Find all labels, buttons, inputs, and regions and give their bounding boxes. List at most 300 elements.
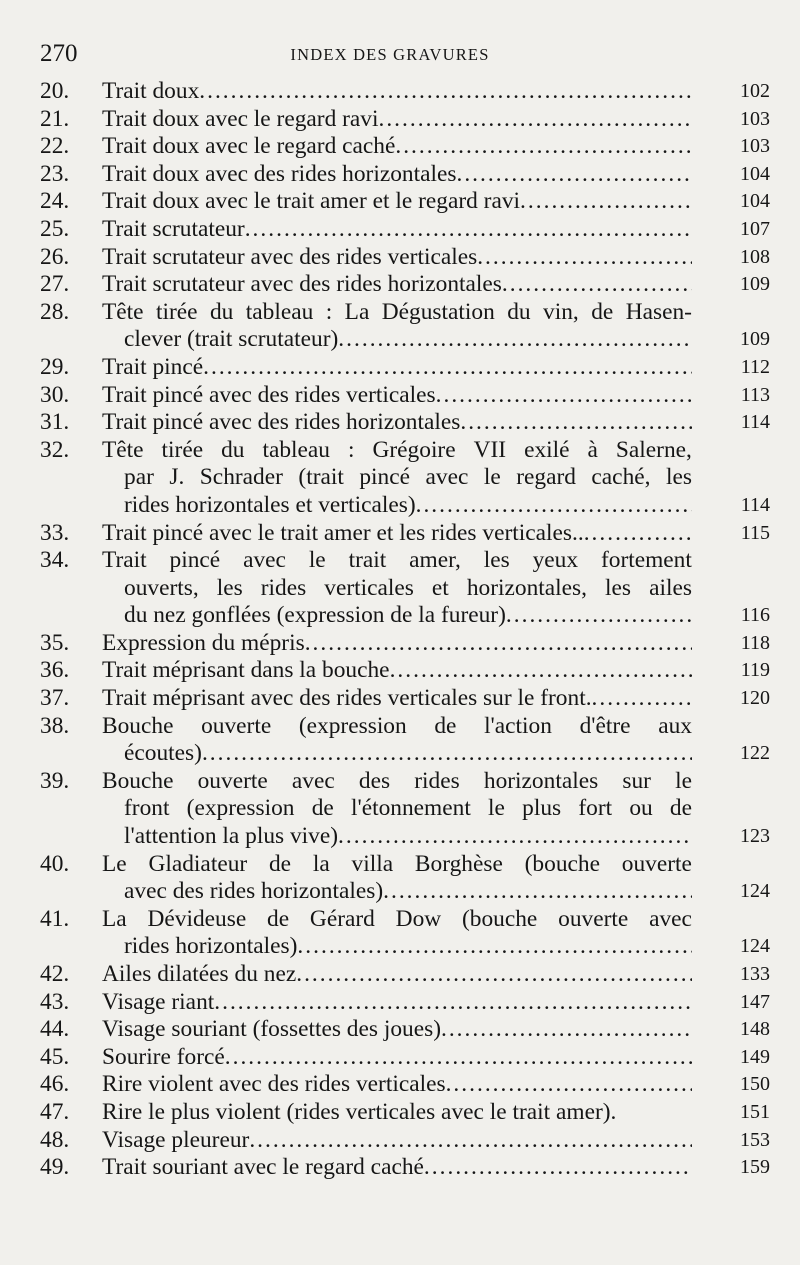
index-entry [40, 78, 770, 106]
entry-number: 44. [40, 1016, 70, 1043]
index-entry [40, 989, 770, 1017]
entry-line-text: Trait pincé avec des rides horizontales [102, 409, 461, 436]
index-entry [40, 713, 770, 768]
entry-word: Dégustation [381, 298, 495, 325]
entry-line [102, 409, 692, 437]
entry-line-text: Trait pincé avec des rides verticales [102, 381, 436, 408]
entry-word: du [221, 436, 245, 463]
entry-number: 37. [40, 685, 70, 712]
entry-text [102, 437, 692, 520]
entry-page-number: 104 [740, 162, 770, 185]
entry-line-text: Trait scrutateur avec des rides verticales [102, 243, 478, 270]
entry-line-text: Trait doux avec le regard caché [102, 133, 396, 160]
entry-text [102, 1016, 692, 1044]
index-entry [40, 354, 770, 382]
index-entry [40, 271, 770, 299]
entry-line-text: rides horizontales et verticales) [124, 491, 416, 518]
dot-leader [477, 244, 692, 272]
entry-number: 33. [40, 519, 70, 546]
entry-text [102, 271, 692, 299]
entry-number: 24. [40, 188, 70, 215]
entry-number: 32. [40, 436, 70, 463]
entry-line [102, 271, 692, 299]
entry-word: villa [351, 850, 394, 877]
entry-text [102, 1127, 692, 1155]
dot-leader [249, 1127, 692, 1155]
entry-line [102, 823, 692, 851]
entry-word: vin, [543, 298, 579, 325]
entry-text [102, 630, 692, 658]
entry-text [102, 1154, 692, 1182]
dot-leader [296, 961, 692, 989]
entry-line [102, 78, 692, 106]
entry-page-number: 122 [740, 742, 770, 765]
entry-word: trait [348, 547, 387, 574]
entry-word: sur [622, 767, 651, 794]
entry-page-number: 113 [740, 383, 770, 406]
entry-word: : [325, 298, 333, 325]
index-entry [40, 244, 770, 272]
entry-number: 45. [40, 1043, 70, 1070]
index-entry [40, 520, 770, 548]
entry-page-number: 147 [740, 990, 770, 1013]
dot-leader [383, 878, 692, 906]
entry-line [102, 851, 692, 879]
entry-page-number: 109 [740, 273, 770, 296]
entry-page-number: 102 [740, 80, 770, 102]
entry-word: les [605, 574, 632, 601]
index-entry [40, 851, 770, 906]
dot-leader [502, 271, 692, 299]
entry-word: et [431, 574, 449, 601]
entry-line [102, 106, 692, 134]
index-entry [40, 409, 770, 437]
entry-word: (trait [298, 464, 344, 491]
page-number: 270 [40, 40, 78, 67]
entry-line-text: Sourire forcé [102, 1043, 225, 1070]
entry-number: 26. [40, 243, 70, 270]
entry-word: Trait [102, 547, 147, 574]
entry-text [102, 713, 692, 768]
entry-word: la [312, 850, 330, 877]
dot-leader [378, 106, 692, 134]
index-entry [40, 299, 770, 354]
entry-word: Tête [102, 298, 144, 325]
entry-number: 38. [40, 712, 70, 739]
entry-line-text: Trait méprisant avec des rides verticales sur le front. [102, 685, 592, 712]
entry-text [102, 685, 692, 713]
entry-line-text: Expression du mépris [102, 629, 305, 656]
entry-line-text: Trait pincé [102, 353, 204, 380]
entry-line-text: avec des rides horizontales) [124, 878, 384, 905]
entry-line [102, 492, 692, 520]
entry-word: fort [578, 795, 613, 822]
index-entry [40, 630, 770, 658]
entry-word: de [268, 850, 292, 877]
index-entry [40, 1127, 770, 1155]
dot-leader [297, 933, 692, 961]
entry-word: tirée [155, 298, 198, 325]
entry-page-number: 118 [740, 631, 770, 654]
entry-line [102, 906, 692, 934]
entry-page-number: 153 [740, 1128, 770, 1151]
entry-word: La [102, 905, 127, 932]
entry-line [102, 547, 692, 575]
index-entry [40, 161, 770, 189]
entry-word: avec [243, 547, 286, 574]
entry-number: 31. [40, 409, 70, 436]
entry-word: l'action [484, 712, 552, 739]
entry-word: du [507, 298, 531, 325]
entry-page-number: 112 [740, 355, 770, 378]
entry-line-text: Trait doux [102, 78, 200, 104]
entry-number: 47. [40, 1098, 70, 1125]
dot-leader [214, 989, 692, 1017]
entry-word: le [308, 547, 326, 574]
entry-word: ou [629, 795, 653, 822]
entry-line-text: Ailes dilatées du nez [102, 961, 297, 987]
entry-word: de [591, 298, 614, 325]
entry-word: du [209, 298, 234, 325]
entry-word: de [311, 795, 334, 822]
index-entry [40, 685, 770, 713]
entry-word: avec [649, 905, 692, 932]
entry-word: à [587, 436, 598, 463]
entry-word: le [675, 767, 692, 794]
entry-word: verticales [324, 574, 414, 601]
entry-word: yeux [532, 547, 579, 574]
entry-line-text: rides horizontales) [124, 933, 298, 960]
dot-leader [202, 740, 692, 768]
entry-text [102, 520, 692, 548]
entry-word: pincé [169, 547, 221, 574]
entry-page-number: 108 [740, 245, 770, 268]
entry-text [102, 409, 692, 437]
entry-line-text: Trait méprisant dans la bouche [102, 657, 390, 684]
page-header [40, 40, 740, 70]
entry-page-number: 124 [740, 935, 770, 958]
dot-leader [584, 520, 692, 548]
entry-page-number: 109 [740, 328, 770, 351]
entry-text [102, 133, 692, 161]
index-entry [40, 657, 770, 685]
entry-line-text: Trait doux avec des rides horizontales [102, 160, 457, 187]
entry-line-text: Visage souriant (fossettes des joues) [102, 1016, 441, 1043]
entry-word: aux [658, 712, 692, 739]
entry-word: ouverte [197, 767, 268, 794]
entry-line [102, 768, 692, 796]
dot-leader [460, 409, 692, 437]
entry-page-number: 114 [740, 493, 770, 516]
dot-leader [441, 1016, 692, 1044]
index-entry [40, 1016, 770, 1044]
dot-leader [338, 326, 692, 354]
dot-leader [520, 188, 692, 216]
entry-line [102, 602, 692, 630]
entry-word: de [434, 712, 457, 739]
dot-leader [338, 823, 692, 851]
entry-word: tableau [262, 436, 331, 463]
entry-text [102, 354, 692, 382]
entry-line [102, 657, 692, 685]
entry-word: exilé [524, 436, 570, 463]
entry-word: le [483, 464, 501, 491]
entry-line [102, 244, 692, 272]
entry-page-number: 120 [740, 687, 770, 710]
entry-line [102, 630, 692, 658]
entry-page-number: 116 [740, 604, 770, 627]
entry-number: 25. [40, 215, 70, 242]
entry-word: caché, [591, 464, 651, 491]
entry-text [102, 1099, 692, 1127]
index-entry [40, 906, 770, 961]
entry-line [102, 795, 692, 823]
entry-line [102, 188, 692, 216]
entry-page-number: 103 [740, 107, 770, 130]
entry-line-text: Trait doux avec le regard ravi [102, 105, 379, 132]
entry-number: 43. [40, 988, 70, 1015]
entry-line [102, 878, 692, 906]
entry-text [102, 382, 692, 410]
entry-text [102, 768, 692, 851]
entry-word: de [267, 905, 290, 932]
entry-number: 46. [40, 1071, 70, 1098]
entry-word: Bouche [102, 767, 174, 794]
entry-word: avec [425, 464, 469, 491]
entry-word: Dow [395, 905, 442, 932]
entry-word: Borghèse [414, 850, 503, 877]
entry-word: ailes [649, 574, 692, 601]
dot-leader [416, 492, 692, 520]
dot-leader [225, 1044, 692, 1072]
entry-text [102, 1071, 692, 1099]
entry-page-number: 124 [740, 880, 770, 903]
dot-leader [199, 78, 692, 106]
entry-line [102, 326, 692, 354]
entry-page-number: 103 [740, 135, 770, 158]
entry-line-text: clever (trait scrutateur) [124, 326, 339, 353]
entry-word: regard [516, 464, 576, 491]
entry-text [102, 1044, 692, 1072]
entry-word: ouverte [621, 850, 692, 877]
entry-word: tirée [161, 436, 204, 463]
entry-number: 49. [40, 1154, 70, 1181]
entry-word: les [665, 464, 692, 491]
entry-line [102, 437, 692, 465]
entry-line-text: Trait scrutateur avec des rides horizontales [102, 271, 502, 298]
entry-text [102, 961, 692, 989]
entry-number: 27. [40, 271, 70, 298]
entry-page-number: 149 [740, 1045, 770, 1068]
entry-word: VII [473, 436, 507, 463]
entry-word: Gérard [309, 905, 375, 932]
index-entry [40, 133, 770, 161]
entry-word: Bouche [102, 712, 174, 739]
entry-page-number: 104 [740, 190, 770, 213]
entry-page-number: 150 [740, 1073, 770, 1096]
entry-word: (expression [298, 712, 407, 739]
entry-line [102, 133, 692, 161]
entry-number: 29. [40, 353, 70, 380]
entry-word: ouverts, [124, 574, 199, 601]
index-entry [40, 547, 770, 630]
entry-text [102, 161, 692, 189]
entry-number: 41. [40, 905, 70, 932]
entry-line [102, 464, 692, 492]
index-entry [40, 1071, 770, 1099]
entry-line [102, 961, 692, 989]
entry-page-number: 114 [740, 411, 770, 434]
entry-number: 39. [40, 767, 70, 794]
entry-text [102, 106, 692, 134]
entry-word: d'être [579, 712, 631, 739]
entry-line [102, 989, 692, 1017]
entry-line [102, 382, 692, 410]
entry-word: La [344, 298, 370, 325]
entry-line [102, 1127, 692, 1155]
entry-number: 28. [40, 298, 70, 325]
entry-line-text: Trait doux avec le trait amer et le regard ravi [102, 188, 521, 215]
entry-text [102, 78, 692, 106]
index-entry [40, 1099, 770, 1127]
entry-word: (expression [186, 795, 295, 822]
entry-line-text: du nez gonflées (expression de la fureur) [124, 602, 506, 629]
entry-word: par [124, 464, 154, 491]
index-entry [40, 768, 770, 851]
dot-leader [395, 133, 692, 161]
entry-text [102, 216, 692, 244]
entry-word: les [483, 547, 510, 574]
entry-word: horizontales [483, 767, 599, 794]
entry-line [102, 299, 692, 327]
entry-line [102, 520, 692, 548]
entry-word: (bouche [461, 905, 538, 932]
entry-number: 23. [40, 160, 70, 187]
entry-text [102, 989, 692, 1017]
entry-line-text: Trait pincé avec le trait amer et les rides verticales.. [102, 519, 584, 546]
index-entry [40, 188, 770, 216]
entry-word: : [348, 436, 355, 463]
entry-word: fortement [600, 547, 692, 574]
dot-leader [203, 354, 692, 382]
entry-word: le [488, 795, 505, 822]
index-entry [40, 961, 770, 989]
entry-line [102, 685, 692, 713]
entry-text [102, 188, 692, 216]
dot-leader [592, 685, 692, 713]
entry-word: des [358, 767, 391, 794]
dot-leader [245, 216, 692, 244]
entry-text [102, 851, 692, 906]
entry-text [102, 299, 692, 354]
entry-line-text: Trait souriant avec le regard caché [102, 1154, 424, 1181]
entry-line-text: Visage riant [102, 988, 215, 1015]
entry-word: tableau [245, 298, 314, 325]
entry-page-number: 115 [740, 521, 770, 544]
entry-line [102, 354, 692, 382]
entry-word: ouverte [201, 712, 272, 739]
entry-line [102, 161, 692, 189]
entry-number: 48. [40, 1126, 70, 1153]
index-entry [40, 382, 770, 410]
entry-line [102, 933, 692, 961]
entry-line [102, 1099, 692, 1127]
dot-leader [305, 630, 692, 658]
index-entry [40, 1044, 770, 1072]
index-list [40, 78, 770, 1182]
entry-line [102, 1044, 692, 1072]
entry-number: 22. [40, 133, 70, 160]
entry-line-text: Rire violent avec des rides verticales [102, 1071, 446, 1098]
entry-number: 36. [40, 657, 70, 684]
entry-line-text: Trait scrutateur [102, 215, 245, 242]
entry-word: rides [260, 574, 307, 601]
entry-text [102, 547, 692, 630]
entry-line-text: Visage pleureur [102, 1126, 250, 1153]
entry-word: de [669, 795, 692, 822]
entry-word: Schrader [199, 464, 283, 491]
entry-word: horizontales, [466, 574, 588, 601]
dot-leader [506, 602, 692, 630]
entry-word: amer, [409, 547, 461, 574]
entry-word: Salerne, [615, 436, 692, 463]
entry-line-text: Rire le plus violent (rides verticales avec le trait amer). [102, 1098, 617, 1125]
entry-line [102, 1016, 692, 1044]
entry-page-number: 107 [740, 217, 770, 240]
entry-word: Tête [102, 436, 144, 463]
entry-word: ouverte [558, 905, 629, 932]
entry-line [102, 575, 692, 603]
entry-number: 40. [40, 850, 70, 877]
index-entry [40, 1154, 770, 1182]
entry-line [102, 1071, 692, 1099]
entry-number: 21. [40, 105, 70, 132]
entry-word: les [216, 574, 243, 601]
entry-word: Gladiateur [148, 850, 248, 877]
index-entry [40, 106, 770, 134]
entry-page-number: 148 [740, 1018, 770, 1041]
entry-line [102, 713, 692, 741]
entry-line [102, 1154, 692, 1182]
entry-number: 20. [40, 78, 70, 104]
entry-line [102, 740, 692, 768]
entry-page-number: 151 [740, 1100, 770, 1123]
dot-leader [456, 161, 692, 189]
entry-word: J. [169, 464, 185, 491]
dot-leader [436, 382, 692, 410]
entry-word: Dévideuse [147, 905, 247, 932]
entry-word: Hasen- [625, 298, 692, 325]
index-entry [40, 437, 770, 520]
entry-page-number: 133 [740, 963, 770, 985]
entry-text [102, 244, 692, 272]
dot-leader [424, 1154, 692, 1182]
entry-word: (bouche [524, 850, 600, 877]
entry-page-number: 159 [740, 1156, 770, 1179]
dot-leader [390, 657, 692, 685]
entry-word: rides [414, 767, 460, 794]
entry-number: 35. [40, 629, 70, 656]
running-title: INDEX DES GRAVURES [290, 45, 490, 64]
entry-text [102, 906, 692, 961]
entry-word: l'étonnement [350, 795, 471, 822]
entry-word: plus [522, 795, 562, 822]
entry-word: Grégoire [372, 436, 456, 463]
entry-text [102, 657, 692, 685]
entry-line [102, 216, 692, 244]
entry-word: Le [102, 850, 127, 877]
dot-leader [446, 1071, 692, 1099]
